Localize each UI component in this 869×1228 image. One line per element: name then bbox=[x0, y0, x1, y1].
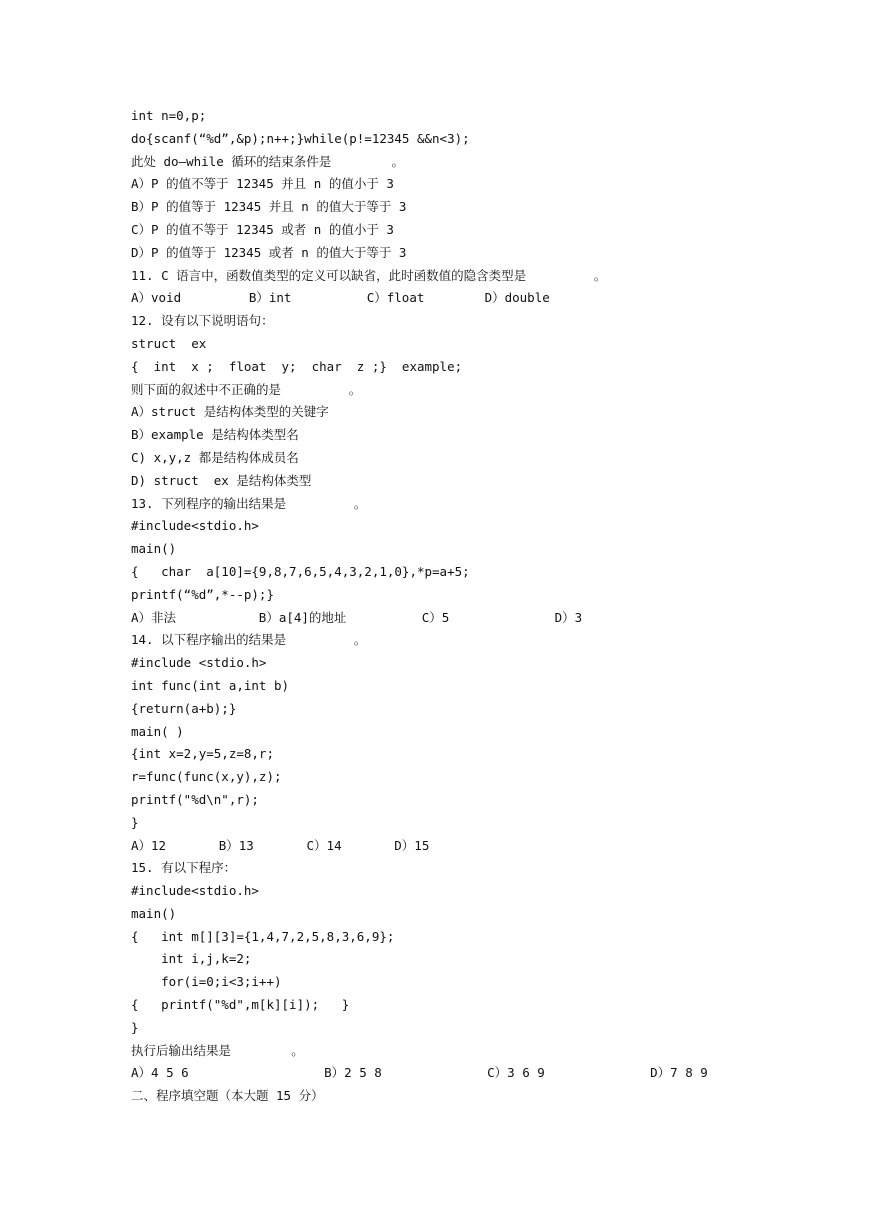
code-line: #include<stdio.h> bbox=[131, 883, 259, 899]
code-line: int i,j,k=2; bbox=[131, 951, 252, 967]
answer-option: A）P 的值不等于 12345 并且 n 的值小于 3 bbox=[131, 176, 394, 192]
code-line: #include <stdio.h> bbox=[131, 655, 267, 671]
code-line: { int x ; float y; char z ;} example; bbox=[131, 358, 463, 374]
question-text: 则下面的叙述中不正确的是 。 bbox=[131, 381, 362, 397]
question-text: 12. 设有以下说明语句： bbox=[131, 313, 274, 329]
answer-option: C) x,y,z 都是结构体成员名 bbox=[131, 449, 299, 465]
question-text: 此处 do—while 循环的结束条件是 。 bbox=[131, 153, 404, 169]
question-text: 执行后输出结果是 。 bbox=[131, 1042, 304, 1058]
question-text: 14. 以下程序输出的结果是 。 bbox=[131, 632, 367, 648]
code-line: main() bbox=[131, 905, 177, 921]
code-line: } bbox=[131, 1019, 139, 1035]
code-line: do{scanf(“%d”,&p);n++;}while(p!=12345 &&n<3); bbox=[131, 130, 470, 146]
answer-option: B）P 的值等于 12345 并且 n 的值大于等于 3 bbox=[131, 199, 407, 215]
answer-option: D）P 的值等于 12345 或者 n 的值大于等于 3 bbox=[131, 244, 407, 260]
code-line: struct ex bbox=[131, 335, 207, 351]
answer-options: A）4 5 6 B）2 5 8 C）3 6 9 D）7 8 9 bbox=[131, 1065, 708, 1081]
code-line: { printf("%d",m[k][i]); } bbox=[131, 997, 350, 1013]
code-line: main( ) bbox=[131, 723, 184, 739]
question-text: 13. 下列程序的输出结果是 。 bbox=[131, 495, 367, 511]
answer-option: A）struct 是结构体类型的关键字 bbox=[131, 404, 329, 420]
code-line: } bbox=[131, 814, 139, 830]
code-line: for(i=0;i<3;i++) bbox=[131, 974, 282, 990]
answer-options: A）非法 B）a[4]的地址 C）5 D）3 bbox=[131, 609, 583, 625]
code-line: {int x=2,y=5,z=8,r; bbox=[131, 746, 274, 762]
code-line: printf("%d\n",r); bbox=[131, 791, 259, 807]
code-line: int n=0,p; bbox=[131, 108, 207, 123]
code-line: { int m[][3]={1,4,7,2,5,8,3,6,9}; bbox=[131, 928, 395, 944]
code-line: #include<stdio.h> bbox=[131, 518, 259, 534]
code-line: {return(a+b);} bbox=[131, 700, 237, 716]
code-line: printf(“%d”,*--p);} bbox=[131, 586, 274, 602]
answer-options: A）void B）int C）float D）double bbox=[131, 290, 550, 306]
document-body bbox=[131, 105, 771, 1108]
answer-options: A）12 B）13 C）14 D）15 bbox=[131, 837, 430, 853]
code-line: main() bbox=[131, 541, 177, 557]
code-line: int func(int a,int b) bbox=[131, 677, 290, 693]
code-line: r=func(func(x,y),z); bbox=[131, 769, 282, 785]
question-text: 15. 有以下程序： bbox=[131, 860, 237, 876]
question-text: 11. C 语言中，函数值类型的定义可以缺省，此时函数值的隐含类型是 。 bbox=[131, 267, 607, 283]
answer-option: B）example 是结构体类型名 bbox=[131, 427, 299, 443]
section-heading: 二、程序填空题（本大题 15 分） bbox=[131, 1088, 324, 1104]
answer-option: D) struct ex 是结构体类型 bbox=[131, 472, 312, 488]
answer-option: C）P 的值不等于 12345 或者 n 的值小于 3 bbox=[131, 221, 394, 237]
code-line: { char a[10]={9,8,7,6,5,4,3,2,1,0},*p=a+5; bbox=[131, 563, 470, 579]
